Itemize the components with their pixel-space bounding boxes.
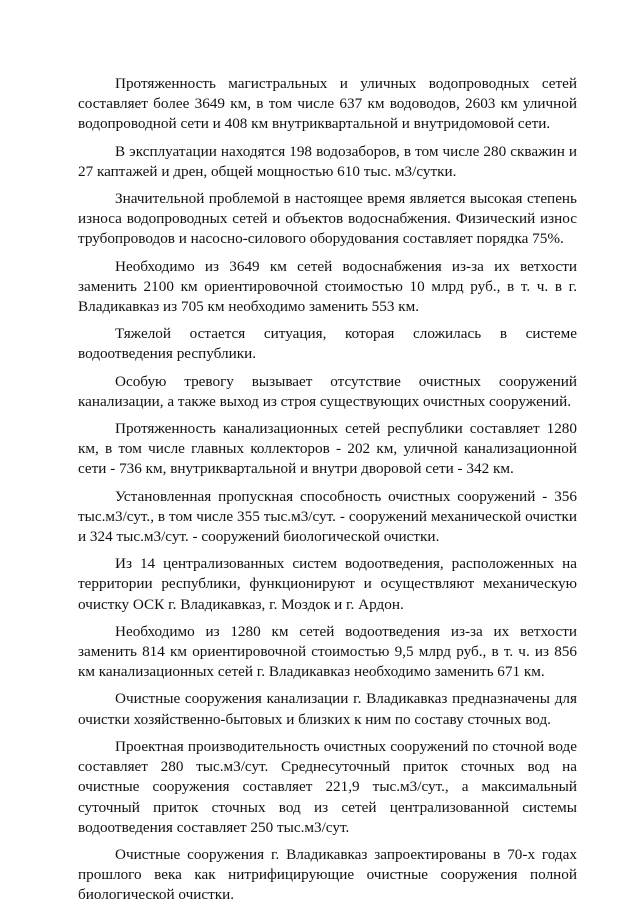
paragraph-wear-problem: Значительной проблемой в настоящее время является высокая степень износа водопроводных сетей и объектов водоснабжения. Физический износ трубопроводов и насосно-силового оборудования составляет порядка 75%. xyxy=(78,190,577,248)
paragraph-plant-productivity: Проектная производительность очистных сооружений по сточной воде составляет 280 тыс.м3/сут. Среднесуточный приток сточных вод на очистные сооружения составляет 221,9 тыс.м3/сут., а максимальный суточный приток сточных вод из сетей централизованной системы водоотведения составляет 250 тыс.м3/сут. xyxy=(78,737,577,836)
paragraph-sewer-network-length: Протяженность канализационных сетей республики составляет 1280 км, в том числе главных коллекторов - 202 км, уличной канализационной сети - 736 км, внутриквартальной и внутри дворовой сети - 342 км. xyxy=(78,420,577,478)
paragraph-water-intakes: В эксплуатации находятся 198 водозаборов, в том числе 280 скважин и 27 каптажей и дрен, общей мощностью 610 тыс. м3/сутки. xyxy=(78,142,577,180)
paragraph-vladikavkaz-plant-purpose: Очистные сооружения канализации г. Владикавказ предназначены для очистки хозяйственно-бытовых и близких к ним по составу сточных вод. xyxy=(78,690,577,728)
paragraph-plant-design-history: Очистные сооружения г. Владикавказ запроектированы в 70-х годах прошлого века как нитрифицирующие очистные сооружения полной биологической очистки. xyxy=(78,845,577,904)
paragraph-sewerage-situation: Тяжелой остается ситуация, которая сложилась в системе водоотведения республики. xyxy=(78,325,577,363)
paragraph-water-network-length: Протяженность магистральных и уличных водопроводных сетей составляет более 3649 км, в том числе 637 км водоводов, 2603 км уличной водопроводной сети и 408 км внутриквартальной и внутридомовой сети. xyxy=(78,75,577,133)
paragraph-sewer-network-replacement: Необходимо из 1280 км сетей водоотведения из-за их ветхости заменить 814 км ориентировочной стоимостью 9,5 млрд руб., в т. ч. из 856 км канализационных сетей г. Владикавказ необходимо заменить 671 км. xyxy=(78,622,577,681)
paragraph-treatment-capacity: Установленная пропускная способность очистных сооружений - 356 тыс.м3/сут., в том числе 355 тыс.м3/сут. - сооружений механической очистки и 324 тыс.м3/сут. - сооружений биологической очистки. xyxy=(78,487,577,546)
paragraph-centralized-systems: Из 14 централизованных систем водоотведения, расположенных на территории республики, функционируют и осуществляют механическую очистку ОСК г. Владикавказ, г. Моздок и г. Ардон. xyxy=(78,555,577,613)
paragraph-treatment-concern: Особую тревогу вызывает отсутствие очистных сооружений канализации, а также выход из строя существующих очистных сооружений. xyxy=(78,372,577,410)
paragraph-water-network-replacement: Необходимо из 3649 км сетей водоснабжения из-за их ветхости заменить 2100 км ориентировочной стоимостью 10 млрд руб., в т. ч. в г. Владикавказ из 705 км необходимо заменить 553 км. xyxy=(78,257,577,316)
document-body xyxy=(78,74,577,913)
